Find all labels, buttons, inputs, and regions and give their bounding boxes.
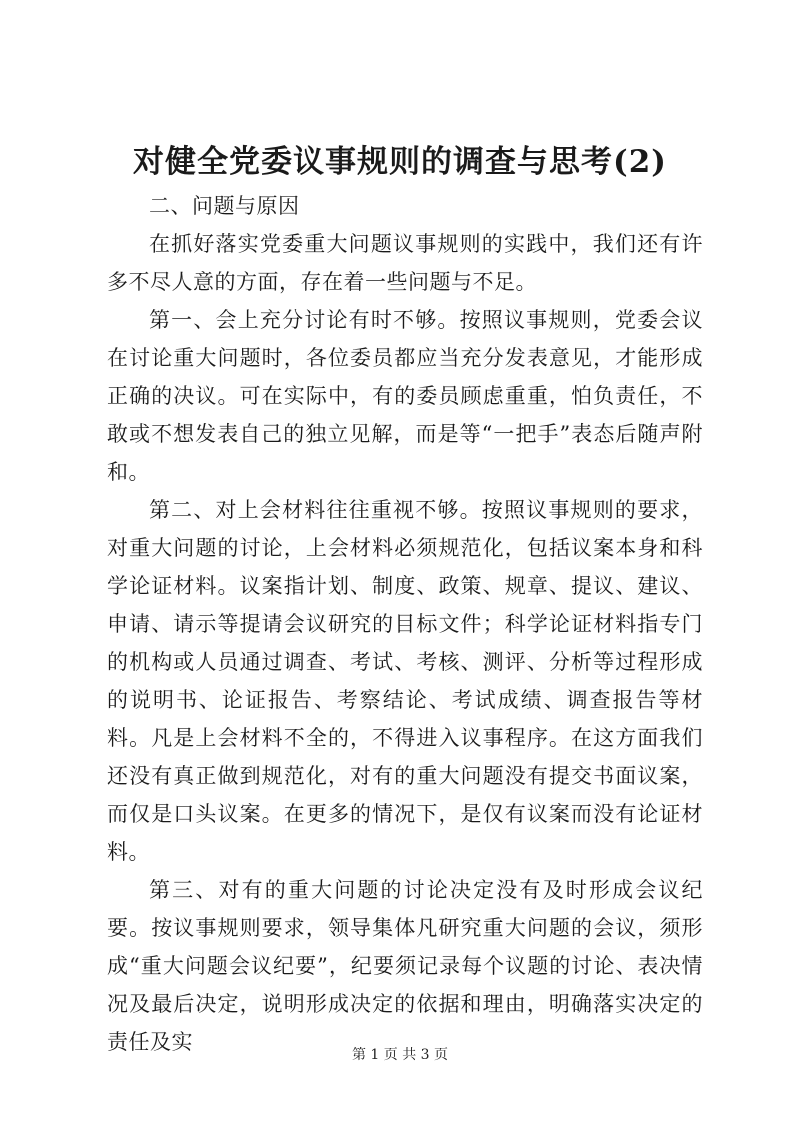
paragraph-first-issue: 第一、会上充分讨论有时不够。按照议事规则，党委会议在讨论重大问题时，各位委员都应当充分发表意见，才能形成正确的决议。可在实际中，有的委员顾虑重重，怕负责任，不敢或不想发表自己的独立见解，而是等“一把手”表态后随声附和。	[107, 308, 703, 484]
section-heading: 二、问题与原因	[149, 194, 300, 218]
document-body	[107, 187, 703, 1061]
paragraph-third-issue: 第三、对有的重大问题的讨论决定没有及时形成会议纪要。按议事规则要求，领导集体凡研究重大问题的会议，须形成“重大问题会议纪要”，纪要须记录每个议题的讨论、表决情况及最后决定，说明形成决定的依据和理由，明确落实决定的责任及实	[107, 878, 703, 1054]
page-number-footer: 第 1 页 共 3 页	[351, 1047, 449, 1063]
document-title: 对健全党委议事规则的调查与思考(2)	[133, 144, 667, 180]
paragraph-second-issue: 第二、对上会材料往往重视不够。按照议事规则的要求，对重大问题的讨论，上会材料必须规范化，包括议案本身和科学论证材料。议案指计划、制度、政策、规章、提议、建议、申请、请示等提请会议研究的目标文件；科学论证材料指专门的机构或人员通过调查、考试、考核、测评、分析等过程形成的说明书、论证报告、考察结论、考试成绩、调查报告等材料。凡是上会材料不全的，不得进入议事程序。在这方面我们还没有真正做到规范化，对有的重大问题没有提交书面议案，而仅是口头议案。在更多的情况下，是仅有议案而没有论证材料。	[107, 498, 703, 864]
paragraph-intro: 在抓好落实党委重大问题议事规则的实践中，我们还有许多不尽人意的方面，存在着一些问题与不足。	[107, 232, 703, 294]
